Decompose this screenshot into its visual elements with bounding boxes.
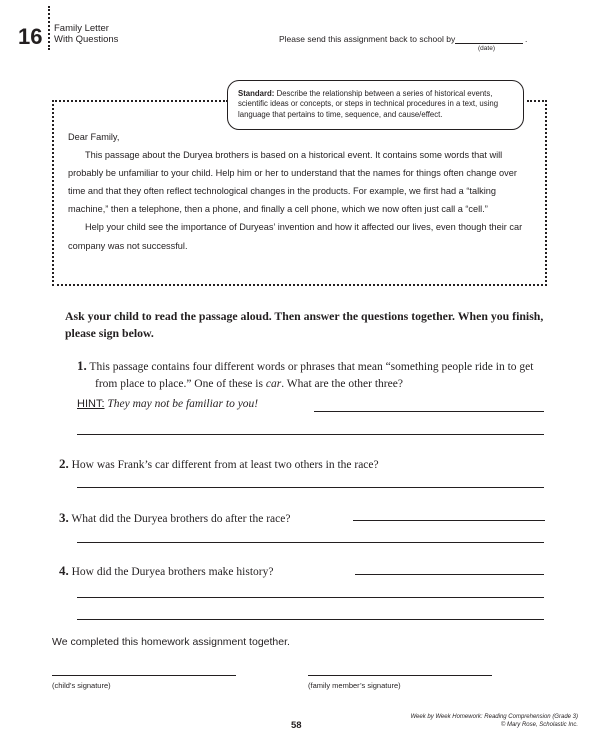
answer-line-3a[interactable] — [353, 520, 545, 521]
letter-frame-top-left — [52, 100, 228, 102]
header-dotted-divider — [48, 6, 50, 50]
standard-box — [227, 80, 524, 130]
letter-greeting: Dear Family, — [68, 132, 120, 142]
answer-line-4b[interactable] — [77, 597, 544, 598]
family-letter — [68, 128, 528, 255]
question-3-text: What did the Duryea brothers do after the race? — [71, 513, 291, 525]
hint — [77, 398, 258, 410]
date-label: (date) — [478, 45, 495, 52]
question-3 — [59, 509, 359, 528]
return-instructions: Please send this assignment back to school by — [279, 34, 456, 44]
answer-line-1b[interactable] — [77, 434, 544, 435]
hint-text: They may not be familiar to you! — [107, 398, 259, 410]
letter-frame-top-right — [527, 100, 547, 102]
page-number: 58 — [291, 720, 302, 731]
question-1 — [77, 357, 547, 393]
standard-text: Describe the relationship between a series of historical events, scientific ideas or concepts, or steps in technical procedures in a text, using language that pertains to time, sequence, and cause/effect. — [238, 89, 499, 119]
completion-statement: We completed this homework assignment together. — [52, 636, 290, 648]
question-1-emphasis: car — [265, 378, 282, 390]
unit-label-line2: With Questions — [54, 33, 119, 45]
letter-frame-bottom — [52, 284, 547, 286]
return-period: . — [525, 34, 528, 44]
question-3-number: 3. — [59, 510, 69, 525]
family-signature-label: (family member’s signature) — [308, 681, 401, 690]
letter-frame-left — [52, 100, 54, 286]
answer-line-1a[interactable] — [314, 411, 544, 412]
question-1-number: 1. — [77, 358, 87, 373]
question-2-number: 2. — [59, 456, 69, 471]
answer-line-2[interactable] — [77, 487, 544, 488]
unit-label — [54, 24, 118, 45]
question-2-text: How was Frank’s car different from at least two others in the race? — [71, 459, 379, 471]
credit — [350, 714, 578, 729]
credit-line-1: Week by Week Homework: Reading Comprehension (Grade 3) — [410, 714, 578, 720]
child-signature-line[interactable] — [52, 675, 236, 676]
question-4-text: How did the Duryea brothers make history? — [71, 566, 274, 578]
question-1-text-a: This passage contains four different words or phrases that mean “something people ride in to get from place to place.” One of these is — [89, 361, 534, 390]
question-2 — [59, 455, 539, 474]
unit-number: 16 — [18, 24, 43, 49]
question-4-number: 4. — [59, 563, 69, 578]
instructions: Ask your child to read the passage aloud. Then answer the questions together. When you finish, please sign below. — [65, 309, 544, 340]
child-signature-label: (child’s signature) — [52, 681, 111, 690]
family-signature-line[interactable] — [308, 675, 492, 676]
unit-label-line1: Family Letter — [54, 23, 109, 34]
hint-label: HINT: — [77, 398, 105, 410]
question-1-text-b: . What are the other three? — [281, 378, 403, 390]
answer-line-4c[interactable] — [77, 619, 544, 620]
letter-paragraph-2: Help your child see the importance of Duryeas’ invention and how it affected our lives, even though their car company was not successful. — [68, 222, 523, 251]
credit-line-2: © Mary Rose, Scholastic Inc. — [500, 721, 578, 728]
letter-frame-right — [545, 100, 547, 286]
question-4 — [59, 562, 359, 581]
date-input-line[interactable] — [455, 43, 523, 44]
answer-line-3b[interactable] — [77, 542, 544, 543]
standard-label: Standard: — [238, 89, 275, 98]
letter-paragraph-1: This passage about the Duryea brothers is based on a historical event. It contains some words that will probably be unfamiliar to your child. Help him or her to understand that the names for things often change over time and that they often reflect technological changes in the products. For example, we first had a “talking machine,” then a telephone, then a phone, and finally a cell phone, which we now often just call a “cell.” — [68, 150, 517, 215]
answer-line-4a[interactable] — [355, 574, 544, 575]
